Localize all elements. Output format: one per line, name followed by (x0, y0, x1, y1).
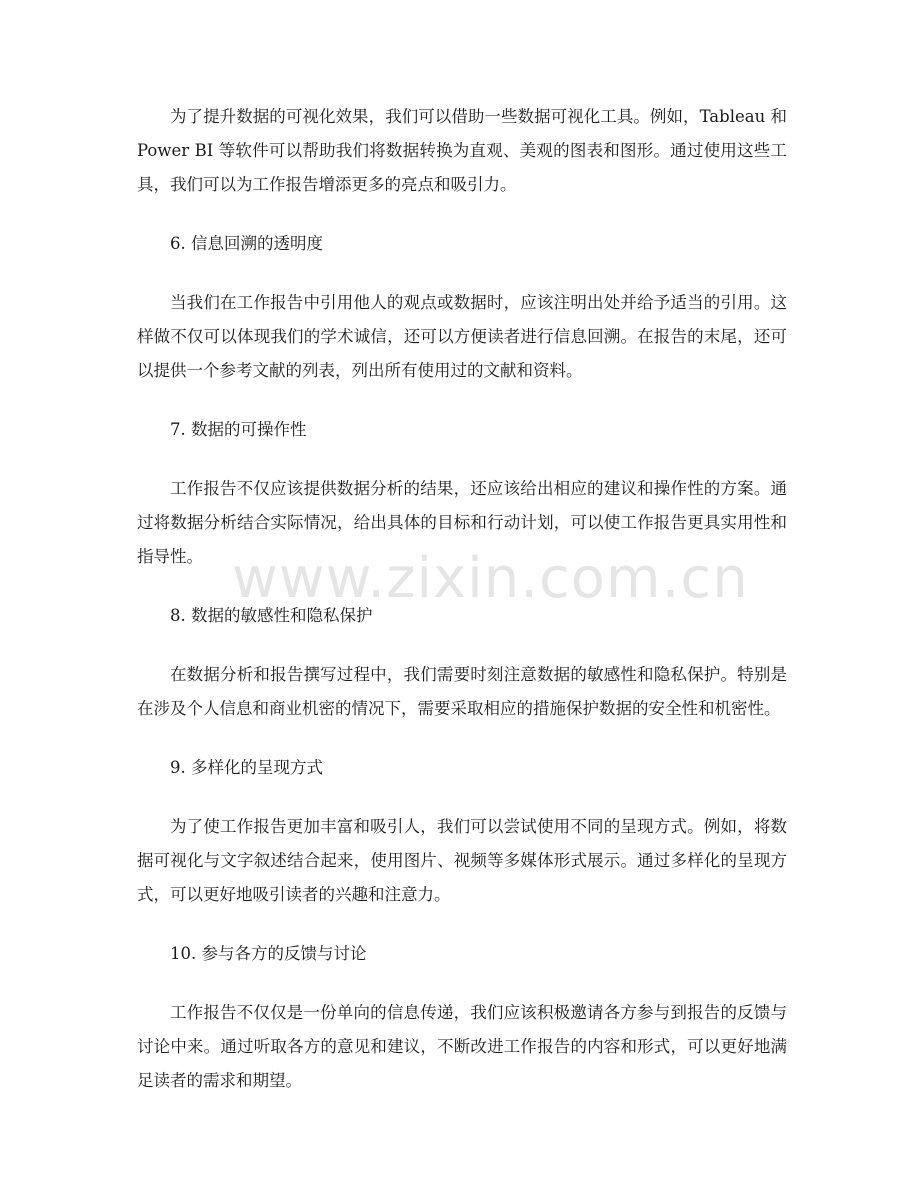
paragraph-privacy-protection: 在数据分析和报告撰写过程中，我们需要时刻注意数据的敏感性和隐私保护。特别是在涉及个人信息和商业机密的情况下，需要采取相应的措施保护数据的安全性和机密性。 (137, 665, 787, 718)
site-watermark: www.zixin.com.cn (232, 546, 749, 611)
paragraph-feedback-discussion: 工作报告不仅仅是一份单向的信息传递，我们应该积极邀请各方参与到报告的反馈与讨论中来。通过听取各方的意见和建议，不断改进工作报告的内容和形式，可以更好地满足读者的需求和期望。 (137, 1003, 787, 1090)
paragraph-citation-transparency: 当我们在工作报告中引用他人的观点或数据时，应该注明出处并给予适当的引用。这样做不仅可以体现我们的学术诚信，还可以方便读者进行信息回溯。在报告的末尾，还可以提供一个参考文献的列表，列出所有使用过的文献和资料。 (137, 293, 787, 380)
paragraph-actionability: 工作报告不仅应该提供数据分析的结果，还应该给出相应的建议和操作性的方案。通过将数据分析结合实际情况，给出具体的目标和行动计划，可以使工作报告更具实用性和指导性。 (137, 479, 787, 566)
section-heading-8: 8. 数据的敏感性和隐私保护 (170, 606, 373, 625)
section-heading-10: 10. 参与各方的反馈与讨论 (170, 944, 367, 963)
paragraph-visualization-tools: 为了提升数据的可视化效果，我们可以借助一些数据可视化工具。例如，Tableau 和 Power BI 等软件可以帮助我们将数据转换为直观、美观的图表和图形。通过使用这些工具，我们可以为工作报告增添更多的亮点和吸引力。 (137, 107, 787, 194)
section-heading-9: 9. 多样化的呈现方式 (170, 758, 323, 777)
section-heading-6: 6. 信息回溯的透明度 (170, 234, 323, 253)
section-heading-7: 7. 数据的可操作性 (170, 420, 307, 439)
document-body (137, 100, 787, 1123)
paragraph-presentation-methods: 为了使工作报告更加丰富和吸引人，我们可以尝试使用不同的呈现方式。例如，将数据可视化与文字叙述结合起来，使用图片、视频等多媒体形式展示。通过多样化的呈现方式，可以更好地吸引读者的兴趣和注意力。 (137, 817, 787, 904)
